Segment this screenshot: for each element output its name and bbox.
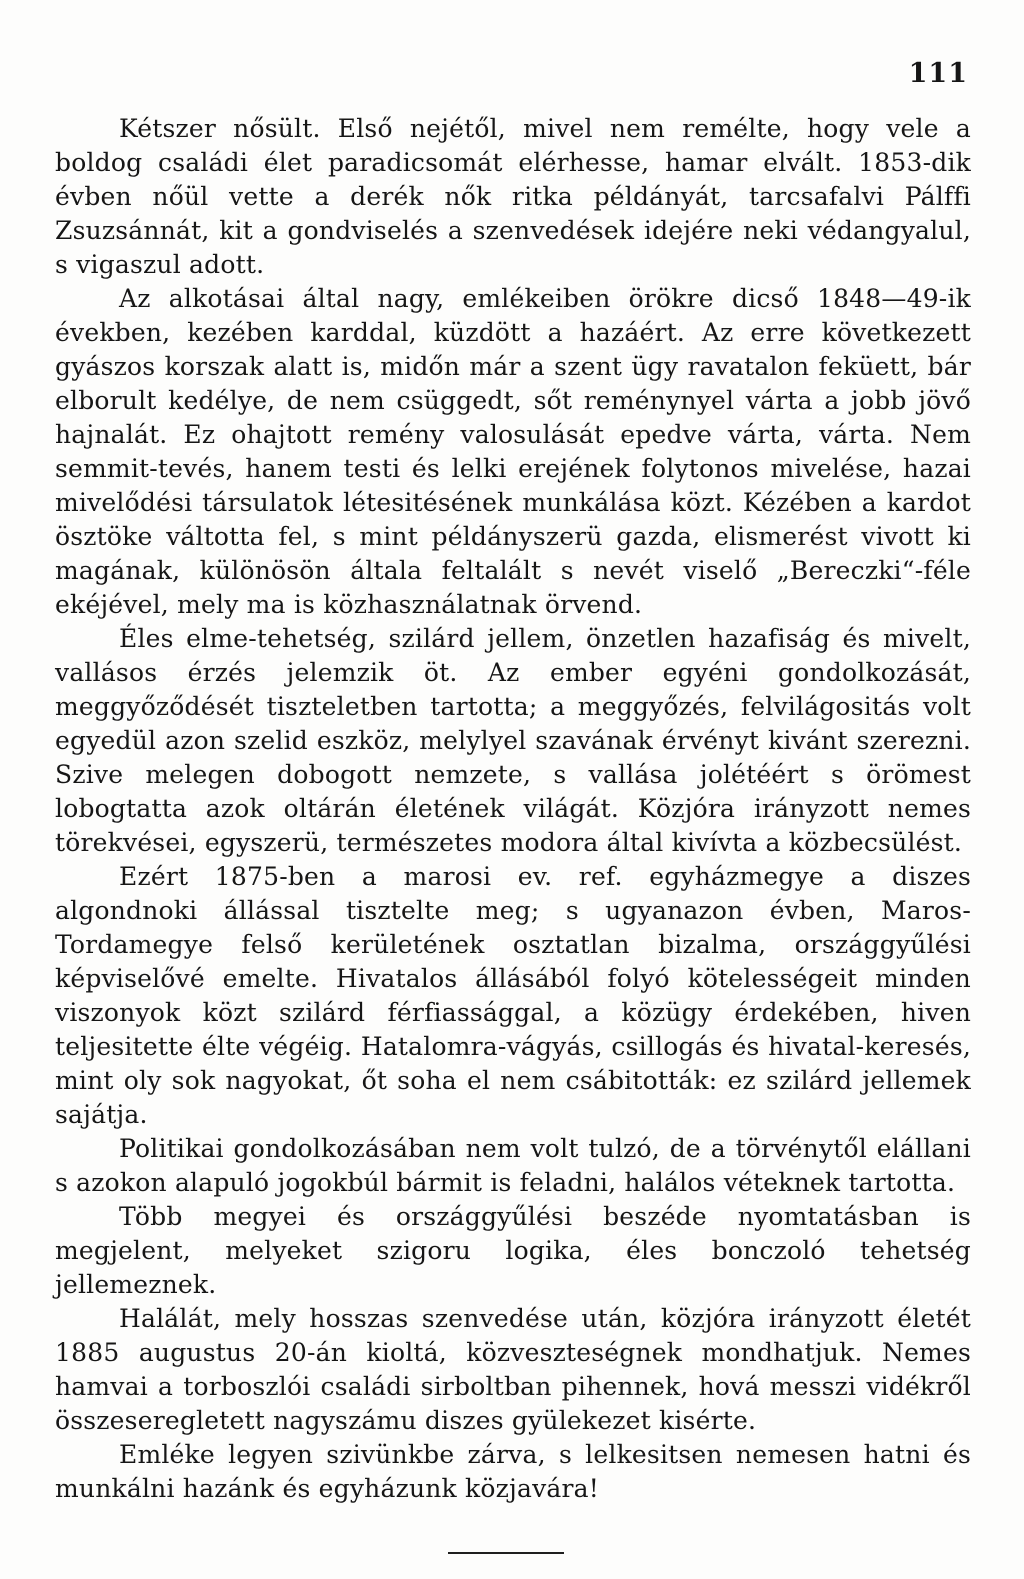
paragraph-politics: Politikai gondolkozásában nem volt tulzó, de a törvénytől elállani s azokon alapuló jogokbúl bármit is feladni, halálos véteknek tartotta. [55, 1134, 971, 1197]
closing-rule [448, 1552, 564, 1554]
paragraph-memory: Emléke legyen szivünkbe zárva, s lelkesitsen nemesen hatni és munkálni hazánk és egyházunk közjavára! [55, 1440, 971, 1503]
body-text [55, 112, 971, 1506]
paragraph-offices: Ezért 1875-ben a marosi ev. ref. egyházmegye a diszes algondnoki állással tisztelte meg; s ugyanazon évben, Maros-Tordamegye felső kerületének osztatlan bizalma, országgyűlési képviselővé emelte. Hivatalos állásából folyó kötelességeit minden viszonyok közt szilárd férfiassággal, a közügy érdekében, hiven teljesitette élte végéig. Hatalomra-vágyás, csillogás és hivatal-keresés, mint oly sok nagyokat, őt soha el nem csábitották: ez szilárd jellemek sajátja. [55, 862, 971, 1129]
paragraph-war-years: Az alkotásai által nagy, emlékeiben örökre dicső 1848—49-ik években, kezében karddal, küzdött a hazáért. Az erre következett gyászos korszak alatt is, midőn már a szent ügy ravatalon feküett, bár elborult kedélye, de nem csüggedt, sőt reménynyel várta a jobb jövő hajnalát. Ez ohajtott remény valosulását epedve várta, várta. Nem semmit-tevés, hanem testi és lelki erejének folytonos mivelése, hazai mivelődési társulatok létesitésének munkálása közt. Kézében a kardot ösztöke váltotta fel, s mint példányszerü gazda, elismerést vivott ki magának, különösön általa feltalált s nevét viselő „Bereczki“-féle ekéjével, mely ma is közhasználatnak örvend. [55, 284, 971, 619]
paragraph-speeches: Több megyei és országgyűlési beszéde nyomtatásban is megjelent, melyeket szigoru logika, éles bonczoló tehetség jellemeznek. [55, 1202, 971, 1299]
page-number: 111 [908, 58, 968, 89]
paragraph-death: Halálát, mely hosszas szenvedése után, közjóra irányzott életét 1885 augustus 20-án kioltá, közveszteségnek mondhatjuk. Nemes hamvai a torboszlói családi sirboltban pihennek, hová messzi vidékről összeseregletett nagyszámu diszes gyülekezet kisérte. [55, 1304, 971, 1435]
paragraph-character: Éles elme-tehetség, szilárd jellem, önzetlen hazafiság és mivelt, vallásos érzés jelemzik öt. Az ember egyéni gondolkozását, meggyőződését tiszteletben tartotta; a meggyőzés, felvilágositás volt egyedül azon szelid eszköz, melylyel szavának érvényt kivánt szerezni. Szive melegen dobogott nemzete, s vallása jolétéért s örömest lobogtatta azok oltárán életének világát. Közjóra irányzott nemes törekvései, egyszerü, természetes modora által kivívta a közbecsülést. [55, 624, 971, 857]
paragraph-marriages: Kétszer nősült. Első nejétől, mivel nem remélte, hogy vele a boldog családi élet paradicsomát elérhesse, hamar elvált. 1853-dik évben nőül vette a derék nők ritka példányát, tarcsafalvi Pálffi Zsuzsánnát, kit a gondviselés a szenvedések idejére neki védangyalul, s vigaszul adott. [55, 114, 971, 279]
